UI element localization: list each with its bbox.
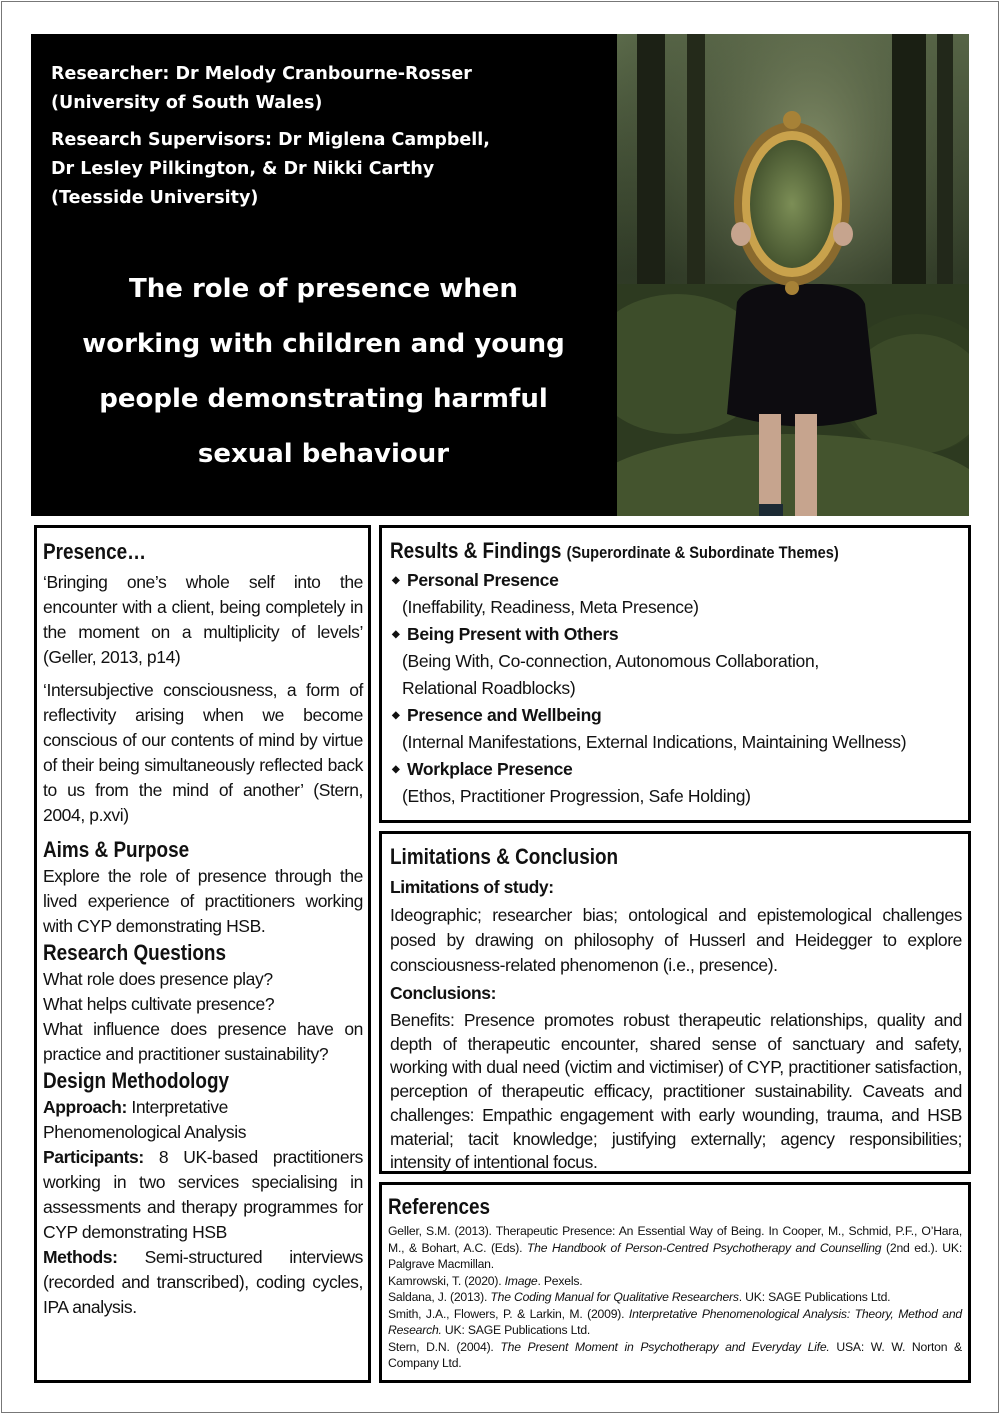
theme-name: Workplace Presence (407, 759, 573, 779)
design-methodology-heading: Design Methodology (43, 1068, 230, 1093)
participants-line (43, 1145, 363, 1245)
aims-heading: Aims & Purpose (43, 837, 190, 862)
limitations-heading: Limitations & Conclusion (390, 844, 619, 869)
theme-subthemes: (Ethos, Practitioner Progression, Safe Holding) (402, 786, 751, 806)
title-line: people demonstrating harmful (99, 384, 548, 414)
title-line: working with children and young (82, 329, 565, 359)
theme-item (390, 702, 962, 756)
research-supervisors: Research Supervisors: Dr Miglena Campbell, Dr Lesley Pilkington, & Dr Nikki Carthy (Teesside University) (51, 130, 490, 208)
theme-subthemes: (Ineffability, Readiness, Meta Presence) (402, 597, 699, 617)
research-questions-heading: Research Questions (43, 940, 226, 965)
methods-line (43, 1245, 363, 1320)
diamond-icon: ◆ (392, 710, 400, 721)
theme-item (390, 567, 962, 621)
left-column-panel (34, 525, 371, 1383)
reference-item: Kamrowski, T. (2020). Image. Pexels. (388, 1273, 583, 1288)
reference-item: Stern, D.N. (2004). The Present Moment in Psychotherapy and Everyday Life. USA: W. W. Norton & Company Ltd. (388, 1339, 962, 1370)
methods-label: Methods: (43, 1247, 118, 1267)
results-panel (379, 525, 971, 823)
diamond-icon: ◆ (392, 575, 400, 586)
woman-with-mirror-photo (617, 34, 969, 516)
reference-item: Smith, J.A., Flowers, P. & Larkin, M. (2009). Interpretative Phenomenological Analysis: Theory, Method and Research. UK: SAGE Publications Ltd. (388, 1306, 962, 1337)
presence-heading: Presence… (43, 539, 147, 564)
reference-list (388, 1223, 962, 1372)
conclusions-label: Conclusions: (390, 983, 497, 1003)
forest-mirror-illustration (617, 34, 969, 516)
limitations-label: Limitations of study: (390, 877, 554, 897)
poster-title (61, 262, 586, 482)
reference-item: Geller, S.M. (2013). Therapeutic Presence: An Essential Way of Being. In Cooper, M., Schmid, P.F., O’Hara, M., & Bohart, A.C. (Eds). The Handbook of Person-Centred Psychotherapy and Counselling (2nd ed.). UK: Palgrave Macmillan. (388, 1224, 962, 1271)
participants-value: 8 UK-based practitioners working in two services specialising in assessments and therapy programmes for CYP demonstrating HSB (43, 1147, 363, 1242)
diamond-icon: ◆ (392, 629, 400, 640)
aims-text: Explore the role of presence through the lived experience of practitioners working with CYP demonstrating HSB. (43, 866, 363, 936)
question-item: What influence does presence have on practice and practitioner sustainability? (43, 1019, 363, 1064)
references-panel (379, 1182, 971, 1383)
approach-value-continued: Phenomenological Analysis (43, 1122, 247, 1142)
diamond-icon: ◆ (392, 764, 400, 775)
theme-item (390, 756, 962, 810)
researcher-name: Researcher: Dr Melody Cranbourne-Rosser (University of South Wales) (51, 64, 472, 113)
theme-name: Personal Presence (407, 570, 559, 590)
results-heading (390, 537, 882, 567)
limitations-text: Ideographic; researcher bias; ontological and epistemological challenges posed by drawing on philosophy of Husserl and Heidegger to explore consciousness-related phenomenon (i.e., presence). (390, 905, 962, 975)
approach-label: Approach: (43, 1097, 127, 1117)
presence-quote-stern: ‘Intersubjective consciousness, a form of reflectivity arising when we become conscious of our contents of mind by virtue of their being simultaneously reflected back to us from the mind of another’ (Stern, 2004, p.xvi) (43, 680, 363, 825)
presence-quote-geller: ‘Bringing one’s whole self into the encounter with a client, being completely in the moment on a multiplicity of levels’ (Geller, 2013, p14) (43, 572, 363, 667)
conclusions-text: Benefits: Presence promotes robust therapeutic relationships, quality and depth of therapeutic encounter, shared sense of sanctuary and safety, working with dual need (victim and victimiser) of CYP, practitioner satisfaction, perception of therapeutic efficacy, practitioner sustainability. Caveats and challenges: Empathic engagement with early wounding, trauma, and HSB material; tacit knowledge; justifying externally; agency responsibilities; intensity of intentional focus. (390, 1010, 962, 1173)
results-subheading: (Superordinate & Subordinate Themes) (566, 543, 839, 562)
theme-item (390, 621, 962, 702)
reference-item: Saldana, J. (2013). The Coding Manual for Qualitative Researchers. UK: SAGE Publications Ltd. (388, 1290, 891, 1304)
theme-subthemes: (Being With, Co-connection, Autonomous Collaboration, Relational Roadblocks) (402, 651, 819, 698)
limitations-panel (379, 831, 971, 1174)
approach-line (43, 1095, 363, 1120)
methods-value: Semi-structured interviews (recorded and transcribed), coding cycles, IPA analysis. (43, 1247, 363, 1317)
results-title: Results & Findings (390, 538, 562, 563)
references-heading: References (388, 1194, 491, 1219)
question-item: What helps cultivate presence? (43, 994, 275, 1014)
approach-value: Interpretative (131, 1097, 228, 1117)
question-item: What role does presence play? (43, 969, 273, 989)
theme-name: Being Present with Others (407, 624, 619, 644)
title-line: The role of presence when (129, 274, 518, 304)
participants-label: Participants: (43, 1147, 144, 1167)
theme-name: Presence and Wellbeing (407, 705, 602, 725)
title-line: sexual behaviour (197, 439, 450, 469)
theme-subthemes: (Internal Manifestations, External Indications, Maintaining Wellness) (402, 732, 907, 752)
researcher-block (51, 60, 490, 221)
